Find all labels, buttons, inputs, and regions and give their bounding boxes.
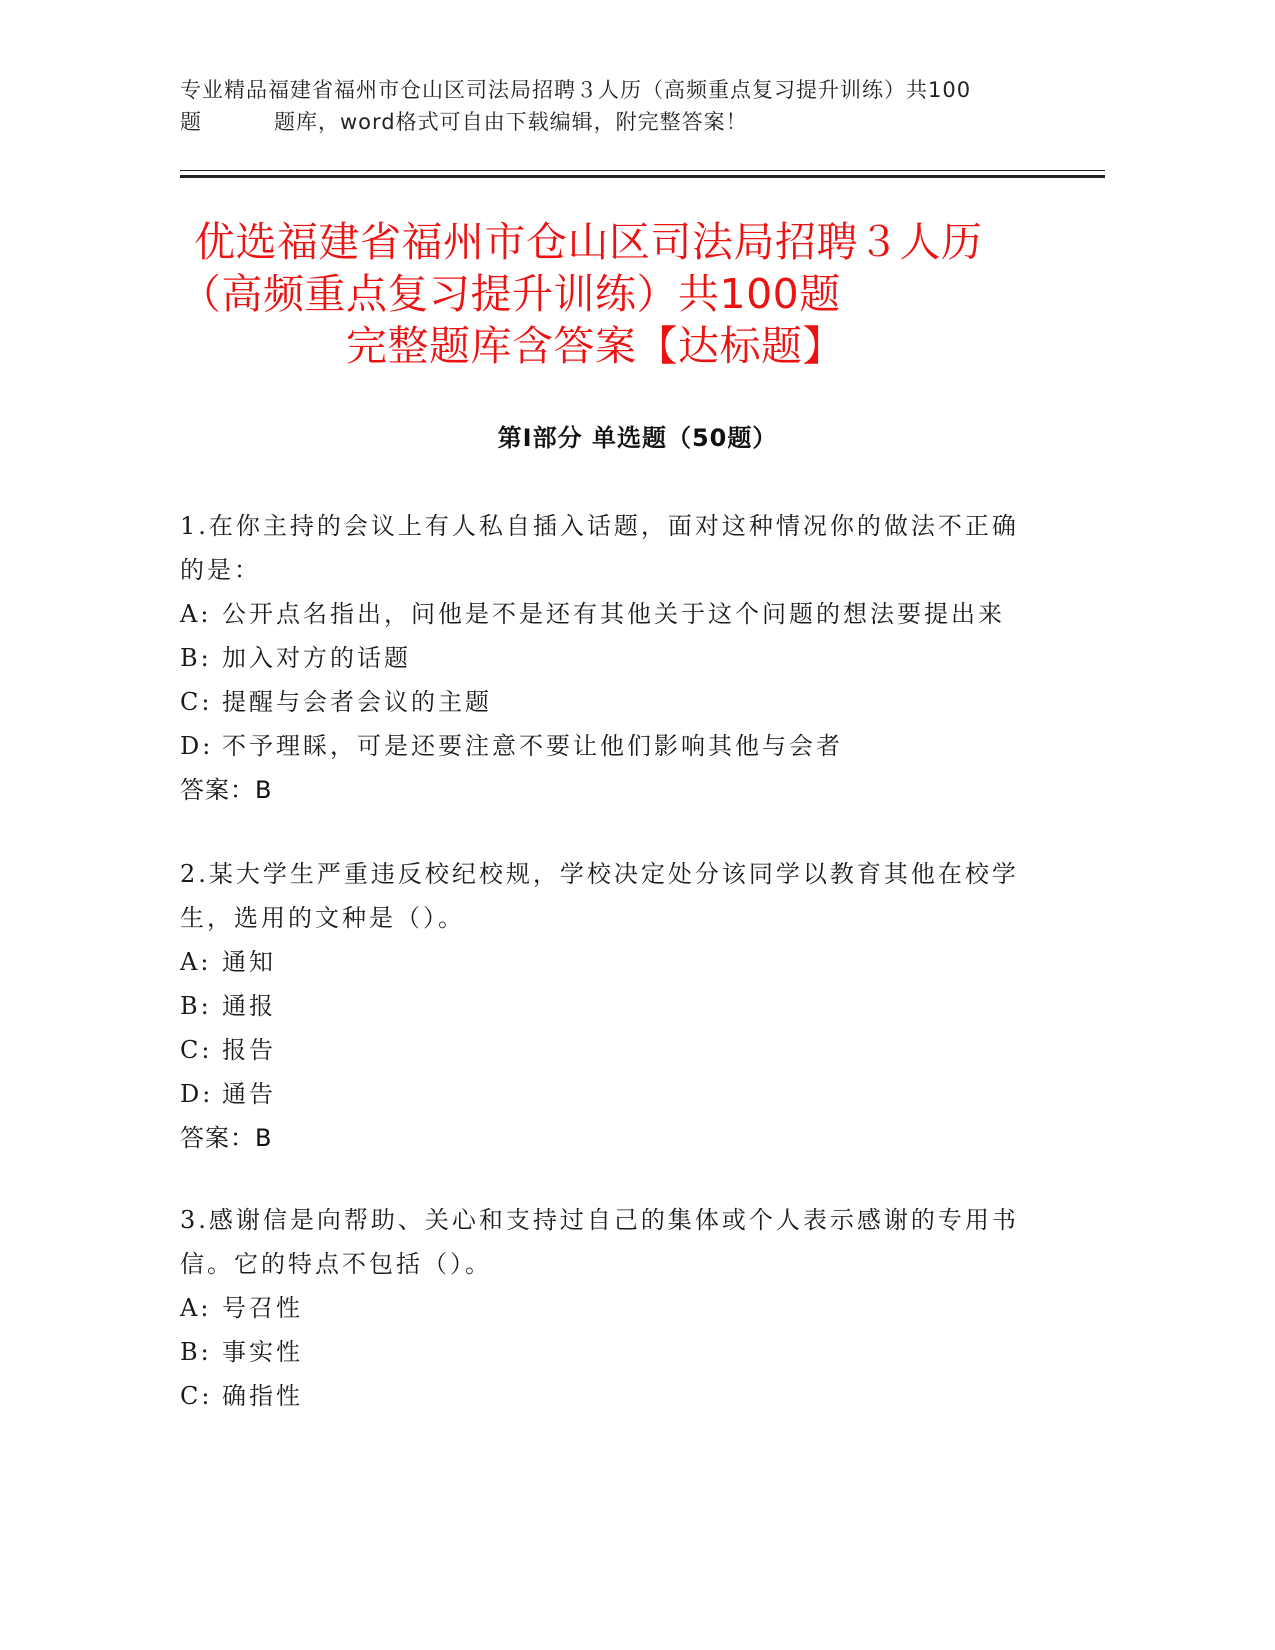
option-letter: C:: [180, 1036, 213, 1064]
option-letter: A:: [180, 1294, 212, 1322]
question-stem: 1.在你主持的会议上有人私自插入话题，面对这种情况你的做法不正确的是：: [180, 512, 1019, 584]
option-c: [180, 1028, 1040, 1072]
option-text: 报告: [222, 1036, 276, 1064]
option-c: [180, 1374, 1040, 1418]
header-line-2-start: 题: [180, 110, 202, 134]
option-text: 通知: [222, 948, 276, 976]
option-letter: B:: [180, 1338, 212, 1366]
option-d: [180, 724, 1040, 768]
title-line-1: 优选福建省福州市仓山区司法局招聘３人历: [194, 218, 983, 266]
section-title: 第Ⅰ部分 单选题（50题）: [497, 424, 778, 452]
answer-line: 答案：B: [180, 776, 273, 804]
option-letter: D:: [180, 732, 214, 760]
option-b: [180, 636, 1040, 680]
document-title: [180, 216, 1060, 372]
question-stem: 2.某大学生严重违反校纪校规，学校决定处分该同学以教育其他在校学生，选用的文种是（）。: [180, 860, 1019, 932]
question-stem: 3.感谢信是向帮助、关心和支持过自己的集体或个人表示感谢的专用书信。它的特点不包括（）。: [180, 1206, 1019, 1278]
option-text: 号召性: [222, 1294, 303, 1322]
option-d: [180, 1072, 1040, 1116]
question-2: [180, 852, 1040, 1160]
option-text: 加入对方的话题: [222, 644, 411, 672]
option-letter: B:: [180, 644, 212, 672]
header-line-2-rest: 题库，word格式可自由下载编辑，附完整答案！: [274, 110, 748, 134]
option-text: 事实性: [222, 1338, 303, 1366]
option-letter: B:: [180, 992, 212, 1020]
option-text: 通告: [222, 1080, 276, 1108]
question-1: [180, 504, 1040, 812]
option-text: 不予理睬，可是还要注意不要让他们影响其他与会者: [222, 732, 843, 760]
option-c: [180, 680, 1040, 724]
option-text: 公开点名指出，问他是不是还有其他关于这个问题的想法要提出来: [222, 600, 1005, 628]
option-letter: A:: [180, 600, 212, 628]
title-line-3: 完整题库含答案【达标题】: [346, 322, 844, 370]
option-a: [180, 592, 1040, 636]
option-b: [180, 984, 1040, 1028]
option-text: 确指性: [222, 1382, 303, 1410]
option-a: [180, 1286, 1040, 1330]
option-letter: C:: [180, 1382, 213, 1410]
option-letter: A:: [180, 948, 212, 976]
header-line-1: 专业精品福建省福州市仓山区司法局招聘３人历（高频重点复习提升训练）共100: [180, 78, 972, 102]
option-a: [180, 940, 1040, 984]
question-3: [180, 1198, 1040, 1418]
document-header-note: [180, 74, 1080, 138]
header-divider-thin: [180, 170, 1105, 171]
answer-line: 答案：B: [180, 1124, 273, 1152]
option-letter: D:: [180, 1080, 214, 1108]
option-text: 通报: [222, 992, 276, 1020]
header-divider-thick: [180, 175, 1105, 178]
title-line-2: （高频重点复习提升训练）共100题: [180, 270, 841, 318]
option-text: 提醒与会者会议的主题: [222, 688, 492, 716]
option-letter: C:: [180, 688, 213, 716]
header-line-2: [180, 106, 1080, 138]
option-b: [180, 1330, 1040, 1374]
